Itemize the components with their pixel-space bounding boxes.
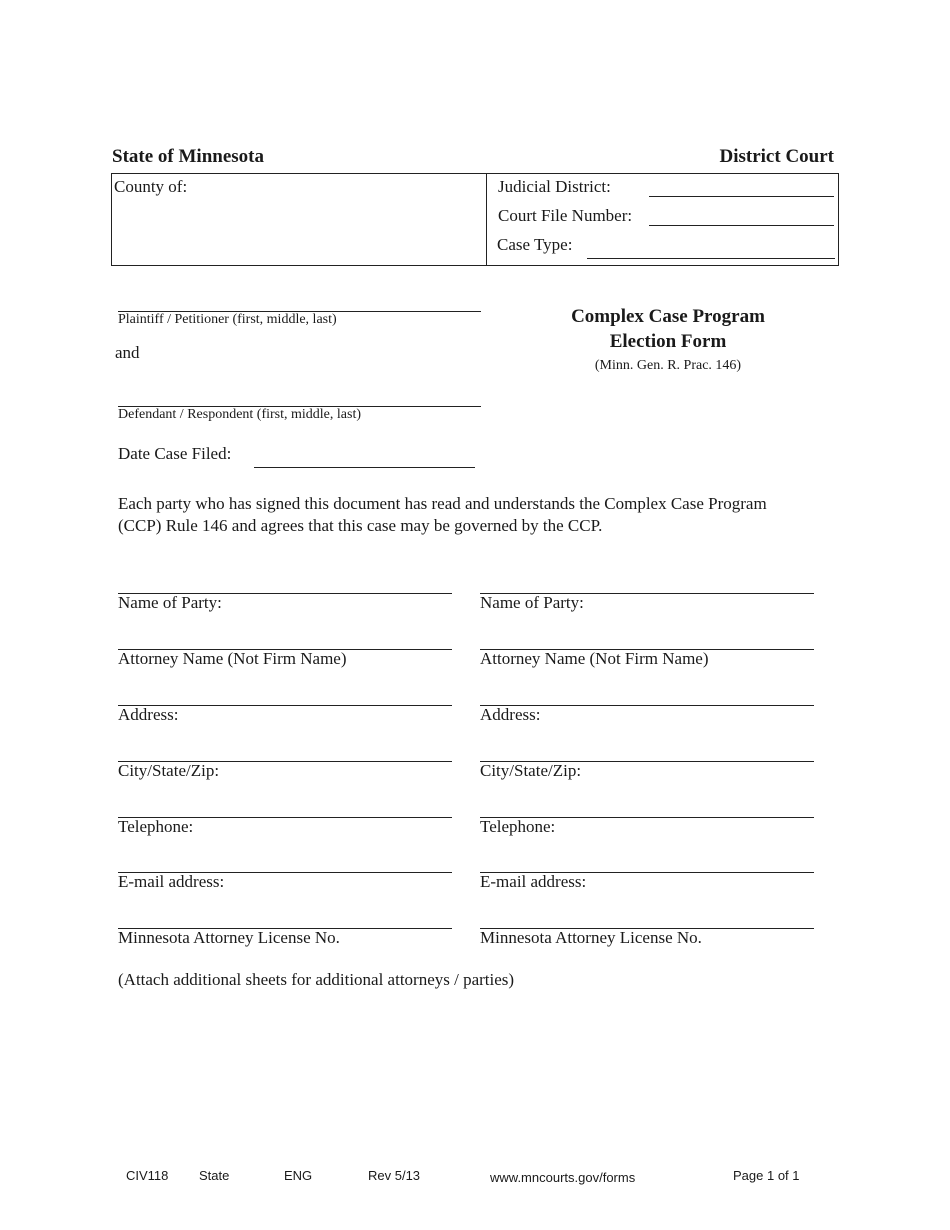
form-rule-citation: (Minn. Gen. R. Prac. 146) xyxy=(594,358,742,373)
form-title-line2: Election Form xyxy=(609,331,727,352)
date-case-filed-label: Date Case Filed: xyxy=(118,444,232,463)
state-heading: State of Minnesota xyxy=(112,146,264,167)
judicial-district-label: Judicial District: xyxy=(498,177,611,196)
footer-language: ENG xyxy=(284,1168,313,1183)
footer-website: www.mncourts.gov/forms xyxy=(490,1170,636,1185)
city-state-zip-label-left: City/State/Zip: xyxy=(118,761,220,780)
name-of-party-label-right: Name of Party: xyxy=(480,593,584,612)
telephone-label-left: Telephone: xyxy=(118,817,194,836)
license-label-left: Minnesota Attorney License No. xyxy=(118,928,340,947)
court-file-number-label: Court File Number: xyxy=(498,206,633,225)
court-file-number-field[interactable] xyxy=(649,225,834,226)
caption-box xyxy=(111,173,839,266)
name-of-party-label-left: Name of Party: xyxy=(118,593,222,612)
address-label-left: Address: xyxy=(118,705,179,724)
license-label-right: Minnesota Attorney License No. xyxy=(480,928,702,947)
statement-line1: Each party who has signed this document has read and understands the Complex Case Program xyxy=(118,494,767,513)
attorney-name-label-right: Attorney Name (Not Firm Name) xyxy=(480,649,709,668)
defendant-label: Defendant / Respondent (first, middle, last) xyxy=(118,407,361,422)
statement-line2: (CCP) Rule 146 and agrees that this case may be governed by the CCP. xyxy=(118,516,603,535)
and-text: and xyxy=(115,343,140,362)
telephone-label-right: Telephone: xyxy=(480,817,556,836)
attorney-name-label-left: Attorney Name (Not Firm Name) xyxy=(118,649,347,668)
case-type-field[interactable] xyxy=(587,258,835,259)
footer-page-number: Page 1 of 1 xyxy=(733,1168,800,1183)
date-case-filed-field[interactable] xyxy=(254,467,475,468)
email-label-right: E-mail address: xyxy=(480,872,587,891)
case-type-label: Case Type: xyxy=(497,235,573,254)
footer-jurisdiction: State xyxy=(199,1168,230,1183)
county-label: County of: xyxy=(114,177,188,196)
court-heading: District Court xyxy=(719,146,834,167)
footer-revision: Rev 5/13 xyxy=(368,1168,421,1183)
judicial-district-field[interactable] xyxy=(649,196,834,197)
attach-note: (Attach additional sheets for additional attorneys / parties) xyxy=(118,970,515,989)
address-label-right: Address: xyxy=(480,705,541,724)
form-title-line1: Complex Case Program xyxy=(571,306,765,327)
caption-box-divider xyxy=(486,173,487,266)
email-label-left: E-mail address: xyxy=(118,872,225,891)
city-state-zip-label-right: City/State/Zip: xyxy=(480,761,582,780)
plaintiff-label: Plaintiff / Petitioner (first, middle, last) xyxy=(118,312,337,327)
footer-form-code: CIV118 xyxy=(126,1168,169,1183)
